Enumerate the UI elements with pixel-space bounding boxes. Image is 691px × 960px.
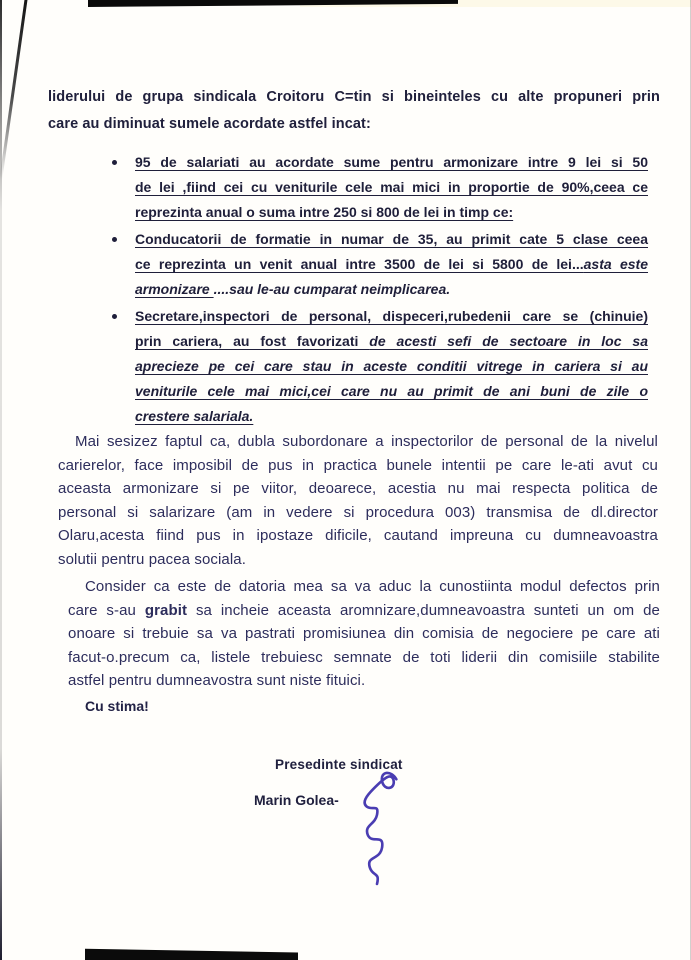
text-line	[135, 150, 648, 175]
styled-text-run: asta este	[583, 256, 649, 272]
styled-text-run: armonizare	[135, 281, 214, 297]
styled-text-run: Secretare,inspectori de personal, dispeceri,rubedenii care se (chinuie)	[135, 308, 648, 324]
text-run: Mai sesizez faptul ca, dubla subordonare a inspectorilor de personal de la nivelul	[75, 433, 658, 450]
styled-text-run: ce reprezinta un venit anual intre 3500 de lei si 5800 de lei...	[135, 256, 584, 272]
styled-text-run: de lei ,fiind cei cu veniturile cele mai mici in proportie de 90%,ceea ce	[135, 179, 648, 195]
text-line	[58, 501, 658, 525]
bullet-list	[48, 150, 648, 431]
handwritten-signature	[342, 766, 410, 888]
text-run: facut-o.precum ca, listele trebuiesc semnate de toti liderii din comisiile stabilite	[68, 648, 660, 666]
styled-text-run: crestere salariala.	[135, 408, 254, 424]
styled-text-run: reprezinta anual o suma intre 250 si 800 de lei in timp ce:	[135, 204, 514, 220]
text-run: Olaru,acesta fiind pus in ipostaze dificile, cautand impreuna cu dumneavoastra	[58, 527, 658, 544]
text-run: Consider ca este de datoria mea sa va aduc la cunostiinta modul defectos prin	[85, 578, 660, 595]
styled-text-run: de acesti sefi de sectoare in loc sa	[369, 333, 649, 349]
text-line	[135, 175, 648, 200]
text-line	[58, 524, 658, 548]
styled-text-run: ....sau le-au cumparat neimplicarea.	[213, 281, 451, 297]
text-line	[68, 669, 660, 693]
styled-text-run: 95 de salariati au acordate sume pentru armonizare intre 9 lei si 50	[135, 154, 648, 170]
text-line	[58, 430, 658, 454]
text-line	[68, 622, 660, 646]
text-run: onoare si trebuie sa va pastrati promisiunea din comisia de negociere pe care ati	[68, 625, 660, 642]
text-line	[68, 599, 660, 623]
text-line	[135, 304, 648, 329]
paper-edge-bottom-bar	[85, 945, 298, 960]
bullet-item-conducatori	[48, 227, 648, 302]
text-line	[48, 84, 660, 111]
closing-salutation: Cu stima!	[85, 698, 149, 714]
styled-text-run: aprecieze pe cei care stau in aceste conditii vitrege in cariera si au	[135, 358, 648, 374]
text-line	[68, 646, 660, 670]
text-line	[135, 252, 648, 277]
intro-paragraph	[48, 84, 660, 138]
text-run: sa incheie aceasta aromnizare,dumneavoastra sunteti un om de	[187, 601, 660, 619]
text-run: astfel pentru dumneavostra sunt niste fituici.	[68, 672, 366, 689]
styled-text-run: veniturile cele mai mici,cei care nu au primit de ani buni de zile o	[135, 383, 648, 399]
styled-text-run: Conducatorii de formatie in numar de 35, au primit cate 5 clase ceea	[135, 231, 648, 247]
text-run: aceasta armonizare si pe viitor, deoarece, acestia nu mai respecta politica de	[58, 480, 658, 497]
text-run: liderului de grupa sindicala Croitoru C=tin si bineinteles cu alte propuneri prin	[48, 89, 660, 105]
paper-edge-left-diagonal	[0, 0, 28, 180]
paper-edge-left-line	[0, 0, 2, 960]
text-run: solutii pentru pacea sociala.	[58, 550, 247, 568]
paragraph-conclusion	[68, 575, 660, 693]
signature-title: Presedinte sindicat	[275, 757, 403, 772]
paragraph-subordination	[58, 430, 658, 571]
text-line	[135, 277, 648, 302]
text-run: care s-au	[68, 601, 145, 619]
styled-text-run: grabit	[144, 601, 188, 619]
text-run: carierelor, face imposibil de pus in practica bunele intentii pe care le-ati avut cu	[58, 456, 658, 474]
text-line	[135, 404, 648, 429]
text-line	[68, 575, 660, 599]
text-line	[135, 379, 648, 404]
text-run: care au diminuat sumele acordate astfel incat:	[48, 116, 371, 132]
bullet-item-salariati	[48, 150, 648, 225]
text-line	[48, 111, 660, 138]
styled-text-run: prin cariera, au fost favorizati	[135, 333, 370, 349]
text-line	[58, 477, 658, 501]
text-line	[135, 227, 648, 252]
text-line	[58, 454, 658, 478]
signature-name: Marin Golea-	[254, 792, 339, 808]
text-run: personal si salarizare (am in vedere si procedura 003) transmisa de dl.director	[58, 503, 658, 521]
text-line	[135, 200, 648, 225]
text-line	[135, 329, 648, 354]
text-line	[58, 548, 658, 572]
bullet-item-secretare	[48, 304, 648, 429]
text-line	[135, 354, 648, 379]
